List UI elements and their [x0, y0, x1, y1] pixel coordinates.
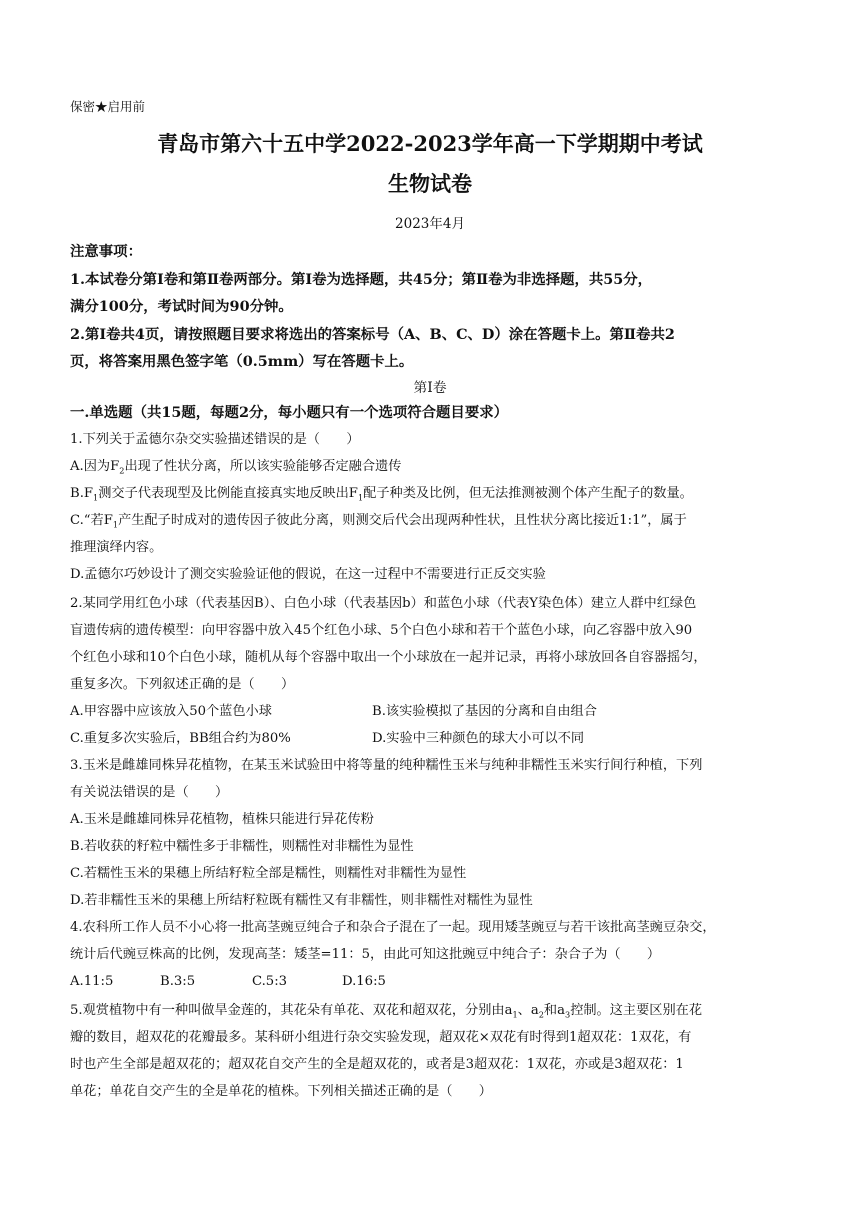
q2-option-c: C.重复多次实验后，BB组合约为80% — [70, 731, 291, 746]
q2-option-b: B.该实验模拟了基因的分离和自由组合 — [372, 704, 597, 719]
q1-stem: 1.下列关于孟德尔杂交实验描述错误的是（ ） — [70, 432, 360, 447]
q5-stem-3: 时也产生全部是超双花的；超双花自交产生的全是超双花的，或者是3超双花：1双花，亦或是3超双花：1 — [70, 1057, 684, 1072]
q2-option-a: A.甲容器中应该放入50个蓝色小球 — [70, 704, 272, 719]
q3-stem-2: 有关说法错误的是（ ） — [70, 785, 229, 800]
exam-subject: 生物试卷 — [388, 171, 472, 196]
q4-option-a: A.11:5 — [70, 974, 114, 989]
q3-option-a: A.玉米是雌雄同株异花植物，植株只能进行异花传粉 — [70, 812, 374, 827]
q4-option-b: B.3:5 — [160, 974, 196, 989]
q1-option-d: D.孟德尔巧妙设计了测交实验验证他的假说，在这一过程中不需要进行正反交实验 — [70, 567, 546, 582]
q2-stem-2: 盲遗传病的遗传模型：向甲容器中放入45个红色小球、5个白色小球和若干个蓝色小球，向乙容器中放入90 — [70, 623, 693, 638]
q2-stem-1: 2.某同学用红色小球（代表基因B）、白色小球（代表基因b）和蓝色小球（代表Y染色体）建立人群中红绿色 — [70, 596, 697, 611]
section-heading: 一.单选题（共15题，每题2分，每小题只有一个选项符合题目要求） — [70, 404, 508, 421]
q4-option-d: D.16:5 — [342, 974, 386, 989]
q3-stem-1: 3.玉米是雌雄同株异花植物，在某玉米试验田中将等量的纯种糯性玉米与纯种非糯性玉米实行间行种植，下列 — [70, 758, 703, 773]
notice-line-1: 1.本试卷分第Ⅰ卷和第Ⅱ卷两部分。第Ⅰ卷为选择题，共45分；第Ⅱ卷为非选择题，共55分， — [70, 271, 653, 288]
q2-stem-4: 重复多次。下列叙述正确的是（ ） — [70, 677, 295, 692]
q1-option-c: C.“若$F_1$产生配子时成对的遗传因子彼此分离，则测交后代会出现两种性状，且性状分离比接近1:1”，属于 — [70, 513, 687, 530]
q1-option-a: A.因为$F_2$出现了性状分离，所以该实验能够否定融合遗传 — [70, 459, 402, 476]
q4-stem-2: 统计后代豌豆株高的比例，发现高茎：矮茎=11：5，由此可知这批豌豆中纯合子：杂合子为（ ） — [70, 947, 661, 962]
q1-option-c-cont: 推理演绎内容。 — [70, 540, 163, 555]
q5-stem-2: 瓣的数目，超双花的花瓣最多。某科研小组进行杂交实验发现，超双花×双花有时得到1超双花：1双花，有 — [70, 1030, 692, 1045]
exam-title: 青岛市第六十五中学2022-2023学年高一下学期期中考试 — [157, 131, 703, 156]
q5-stem-4: 单花；单花自交产生的全是单花的植株。下列相关描述正确的是（ ） — [70, 1084, 492, 1099]
q5-stem-1: 5.观赏植物中有一种叫做旱金莲的，其花朵有单花、双花和超双花，分别由$a_1$、$a_2$和$a_3$控制。这主要区别在花 — [70, 1003, 703, 1020]
notice-line-3: 2.第Ⅰ卷共4页，请按照题目要求将选出的答案标号（A、B、C、D）涂在答题卡上。第Ⅱ卷共2 — [70, 326, 675, 343]
q4-option-c: C.5:3 — [252, 974, 288, 989]
q4-stem-1: 4.农科所工作人员不小心将一批高茎豌豆纯合子和杂合子混在了一起。现用矮茎豌豆与若干该批高茎豌豆杂交， — [70, 920, 716, 935]
q3-option-b: B.若收获的籽粒中糯性多于非糯性，则糯性对非糯性为显性 — [70, 839, 414, 854]
notice-heading: 注意事项： — [70, 243, 142, 260]
q1-option-b: $B.F_1$测交子代表现型及比例能直接真实地反映出$F_1$配子种类及比例，但无法推测被测个体产生配子的数量。 — [70, 486, 693, 503]
q2-stem-3: 个红色小球和10个白色小球，随机从每个容器中取出一个小球放在一起并记录，再将小球放回各自容器摇匀， — [70, 650, 707, 665]
q2-option-d: D.实验中三种颜色的球大小可以不同 — [372, 731, 585, 746]
q3-option-c: C.若糯性玉米的果穗上所结籽粒全部是糯性，则糯性对非糯性为显性 — [70, 866, 467, 881]
confidential-mark: 保密★启用前 — [70, 99, 146, 114]
part-label: 第Ⅰ卷 — [413, 380, 447, 396]
notice-line-2: 满分100分，考试时间为90分钟。 — [70, 298, 293, 315]
exam-date: 2023年4月 — [395, 216, 465, 232]
q3-option-d: D.若非糯性玉米的果穗上所结籽粒既有糯性又有非糯性，则非糯性对糯性为显性 — [70, 893, 533, 908]
notice-line-4: 页，将答案用黑色签字笔（0.5mm）写在答题卡上。 — [70, 353, 414, 370]
